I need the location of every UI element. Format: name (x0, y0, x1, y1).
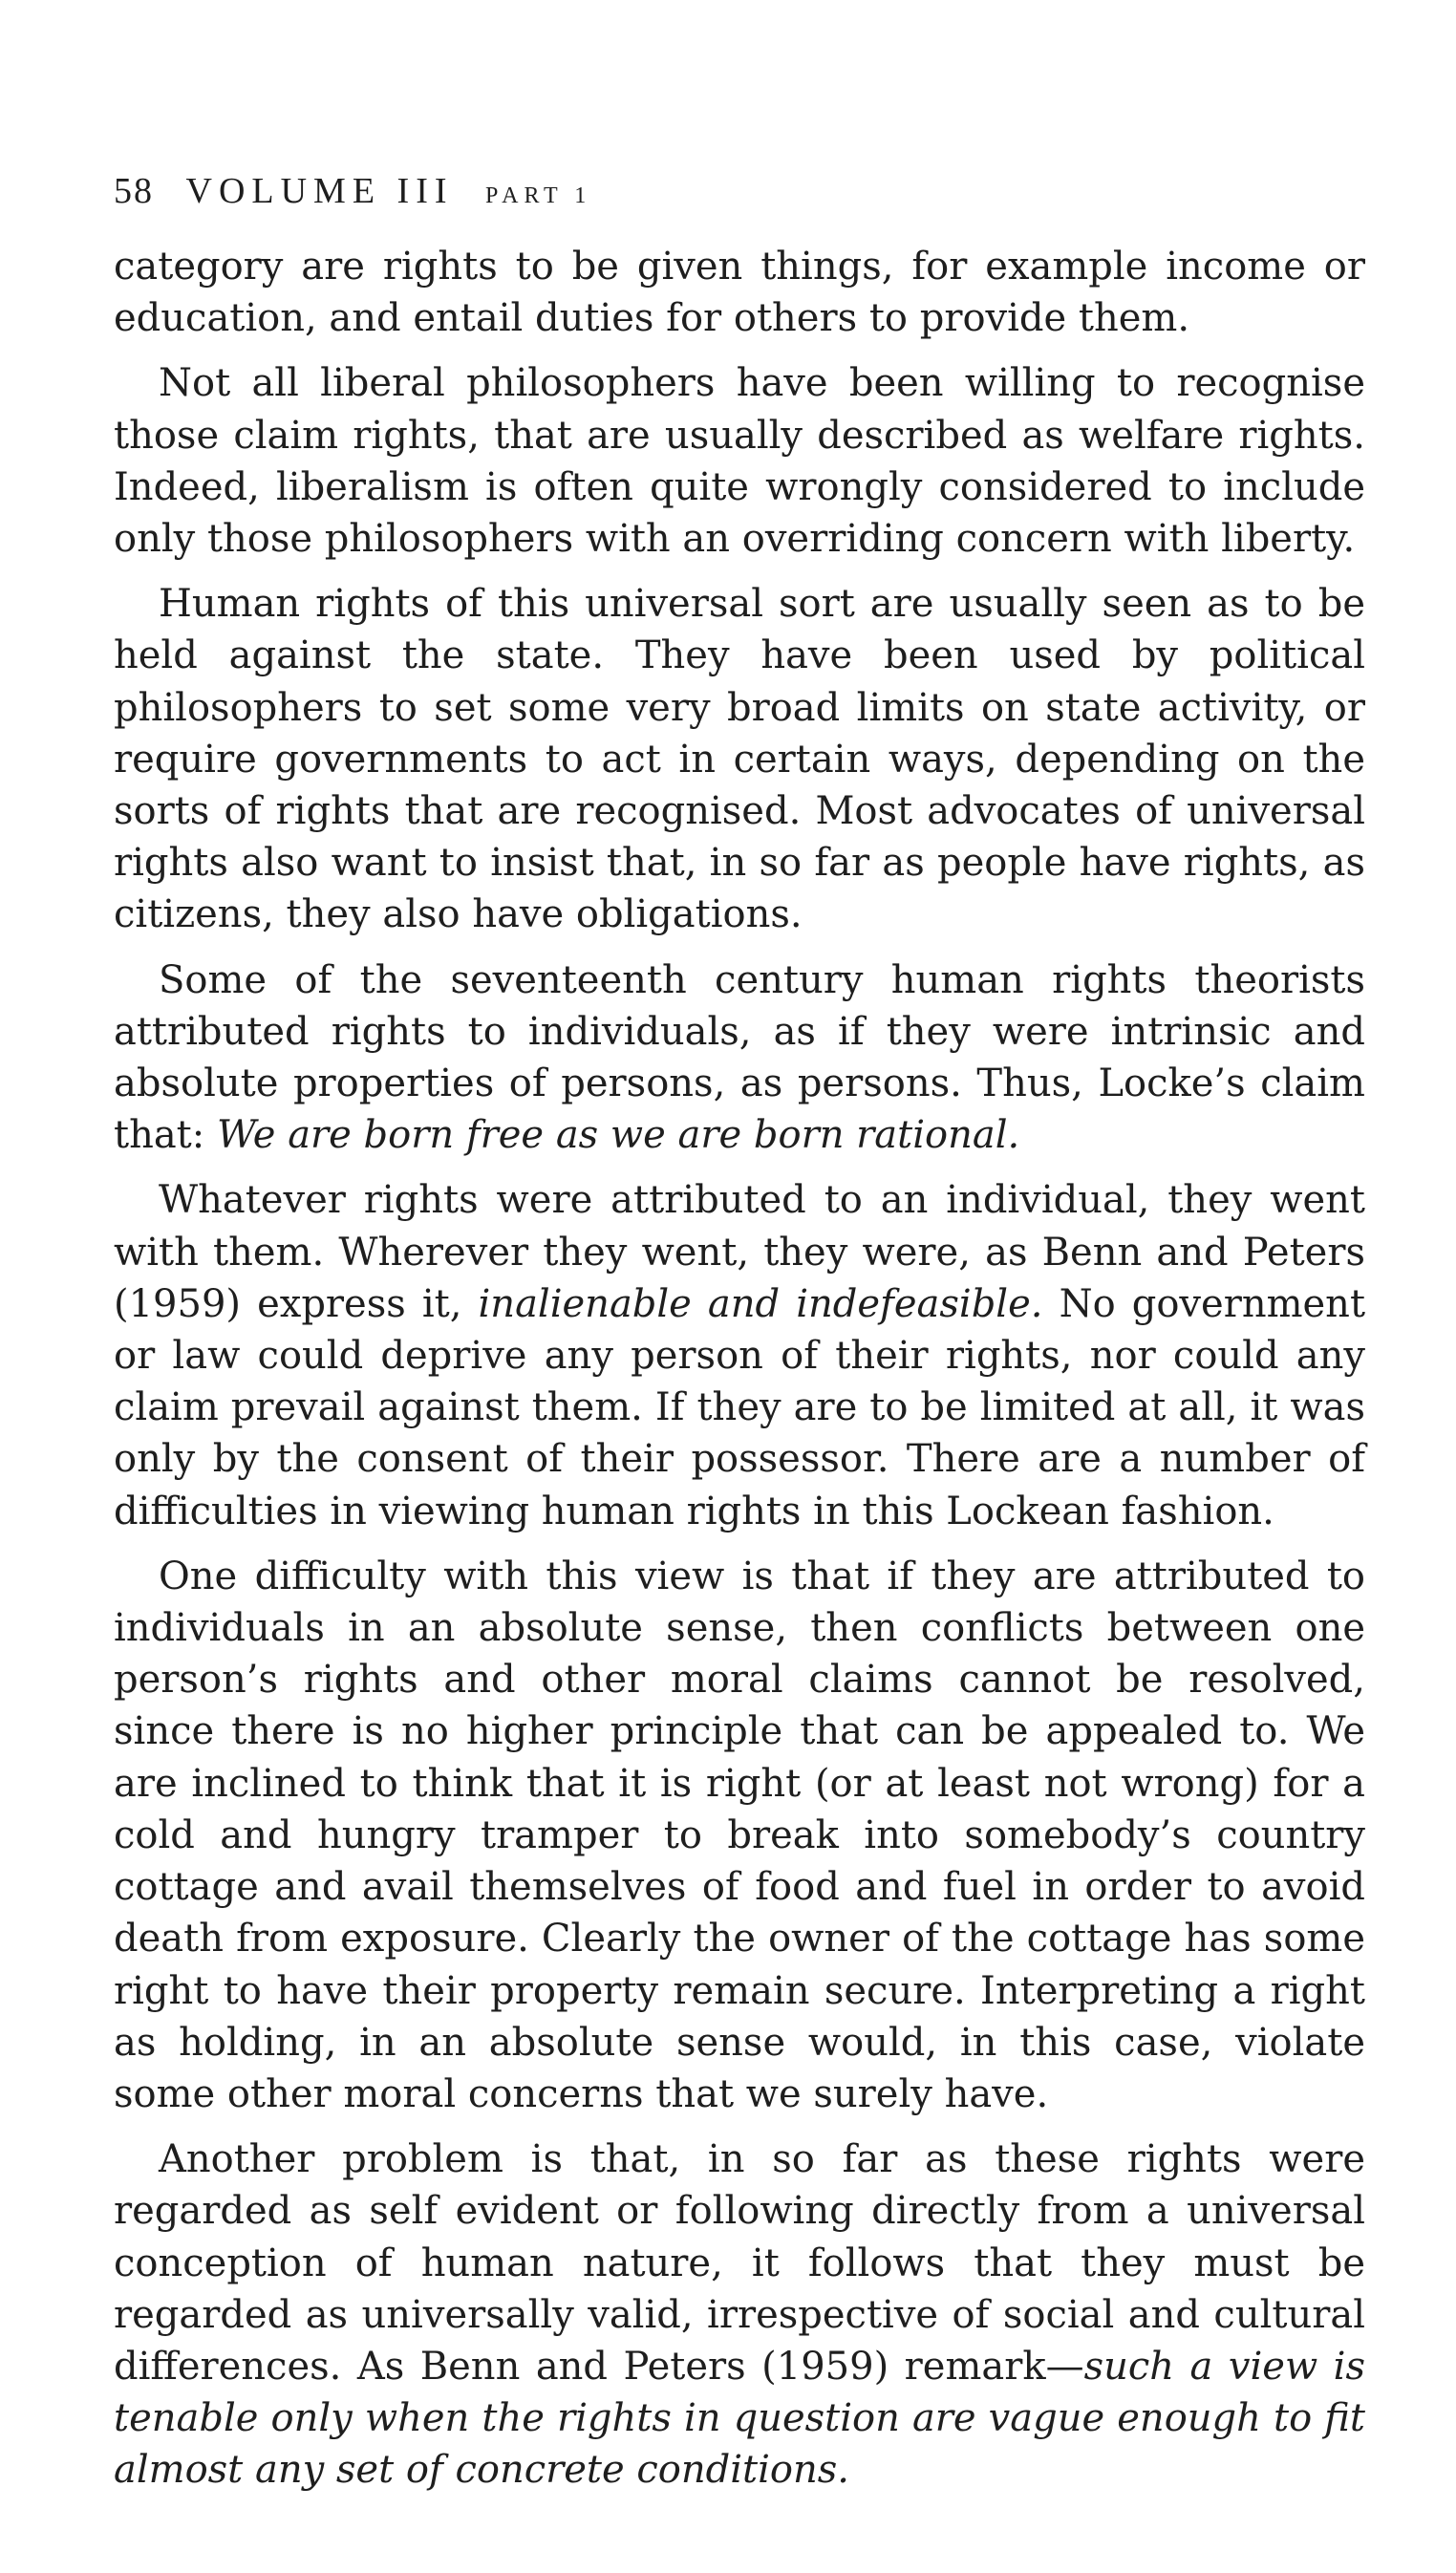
paragraph-text: No government or law could deprive any person of their rights, nor could any claim prevail against them. If they are to be limited at all, it was only by the consent of their possessor. There are a number of difficulties in viewing human rights in this Lockean fashion. (114, 1281, 1366, 1533)
locke-quote: We are born free as we are born rational. (216, 1113, 1020, 1158)
paragraph-another-problem (114, 2133, 1365, 2496)
paragraph-whatever-rights (114, 1174, 1365, 1536)
paragraph-human-rights-state (114, 578, 1365, 940)
paragraph-text: Another problem is that, in so far as these rights were regarded as self evident or following directly from a universal conception of human nature, it follows that they must be regarded as universally valid, irrespective of social and cultural differences. As Benn and Peters (1959) remark— (114, 2137, 1365, 2389)
volume-label: VOLUME III (185, 171, 454, 211)
paragraph-text: category are rights to be given things, for example income or education, and entail duties for others to provide them. (114, 245, 1365, 341)
paragraph-liberal-philosophers (114, 357, 1365, 565)
paragraph-continuation (114, 241, 1365, 344)
page-number: 58 (114, 171, 154, 211)
benn-peters-remark: such a view is tenable only when the rights in question are vague enough to fit almost any set of concrete conditions. (114, 2344, 1365, 2493)
part-label: PART 1 (485, 183, 592, 208)
book-page (114, 162, 1365, 2510)
paragraph-one-difficulty (114, 1551, 1365, 2120)
benn-peters-quote: inalienable and indefeasible. (478, 1281, 1043, 1326)
paragraph-text: Whatever rights were attributed to an individual, they went with them. Wherever they went, they were, as Benn and Peters (1959) express it, (114, 1178, 1365, 1326)
running-head (114, 162, 1365, 220)
paragraph-seventeenth-century (114, 954, 1365, 1162)
paragraph-text: One difficulty with this view is that if they are attributed to individuals in an absolute sense, then conflicts between one person’s rights and other moral claims cannot be resolved, since there is no higher principle that can be appealed to. We are inclined to think that it is right (or at least not wrong) for a cold and hungry tramper to break into somebody’s country cottage and avail themselves of food and fuel in order to avoid death from exposure. Clearly the owner of the cottage has some right to have their property remain secure. Interpreting a right as holding, in an absolute sense would, in this case, violate some other moral concerns that we surely have. (114, 1554, 1365, 2116)
paragraph-text: Human rights of this universal sort are usually seen as to be held against the state. They have been used by political philosophers to set some very broad limits on state activity, or require governments to act in certain ways, depending on the sorts of rights that are recognised. Most advocates of universal rights also want to insist that, in so far as people have rights, as citizens, they also have obligations. (114, 582, 1365, 937)
paragraph-text: Not all liberal philosophers have been willing to recognise those claim rights, that are usually described as welfare rights. Indeed, liberalism is often quite wrongly considered to include only those philosophers with an overriding concern with liberty. (114, 361, 1365, 562)
paragraph-text: Some of the seventeenth century human rights theorists attributed rights to individuals, as if they were intrinsic and absolute properties of persons, as persons. Thus, Locke’s claim that: (114, 957, 1365, 1158)
